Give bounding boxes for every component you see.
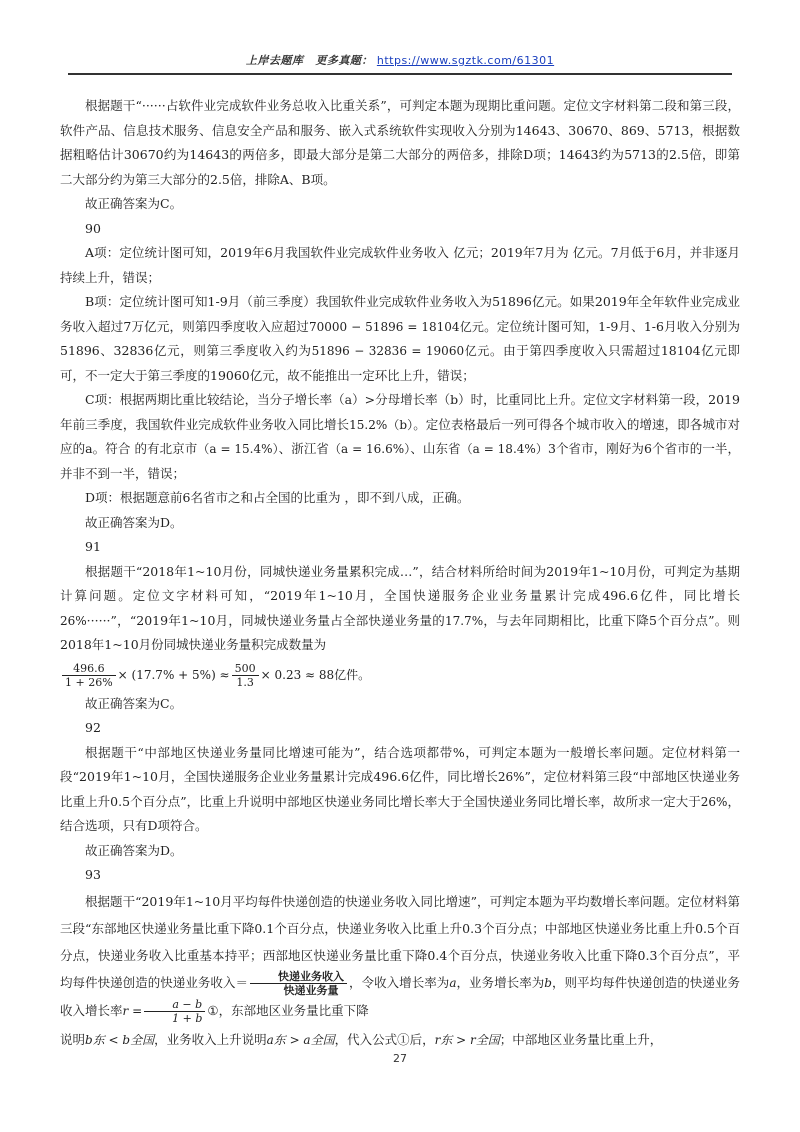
- q90-answer: 故正确答案为D。: [85, 514, 183, 530]
- q93-text4: ，则平均每件快递创造的快递业务收入增长率: [60, 974, 740, 1018]
- q90-option-c: [60, 388, 740, 486]
- q91-text3: ，与去年同期相比，比重下降5个百分点”。则2018年1~10月份同城快递业务量积完成数量为: [60, 612, 740, 652]
- q93-explanation: [60, 888, 740, 1025]
- q93-text7: ，业务收入上升说明: [154, 1031, 267, 1047]
- q91-text2: ······”，“2019年1~10月，同城快递业务量占全部快递业务量的: [86, 612, 445, 628]
- q91-rate: 26%: [60, 613, 87, 628]
- q93-r-equals: r =: [122, 1003, 143, 1018]
- q92-number: 92: [85, 720, 101, 735]
- q89-explanation: 根据题干“······占软件业完成软件业务总收入比重关系”，可判定本题为现期比重问题。定位文字材料第二段和第三段，软件产品、信息技术服务、信息安全产品和服务、嵌入式系统软件实现收入分别为14643、30670、869、5713，根据数据粗略估计30670约为14643的两倍多，即最大部分是第二大部分的两倍多，排除D项；14643约为5713的2.5倍，即第二大部分约为第三大部分的2.5倍，排除A、B项。: [60, 98, 740, 187]
- q90-b-text1: B项：定位统计图可知1-9月（前三季度）我国软件业完成软件业务收入为51896亿元。如果2019年全年软件业完成业务收入超过7万亿元，则第四季度收入应超过: [60, 294, 740, 334]
- q92-explanation: [60, 741, 740, 839]
- q93-text1: 根据题干“2019年1~10月平均每件快递创造的快递业务收入同比增速”，可判定本题为平均数增长率问题。定位材料第三段“东部地区快递业务量比重下降0.1个百分点，快递业务收入比重上升0.3个百分点；中部地区快递业务比重上升0.5个百分点，快递业务收入比重基本持平；西部地区快递业务量比重下降0.4个百分点，快递业务收入比重下降0.3个百分点”，平均每件快递创造的快递业务收入＝: [60, 893, 740, 990]
- q91-number: 91: [85, 539, 101, 554]
- q89-answer: 故正确答案为C。: [85, 196, 183, 211]
- q93-text9: ；中部地区业务量比重上升，: [499, 1031, 663, 1047]
- q93-text3: ，业务增长率为: [456, 974, 545, 990]
- q90-c-rate: 15.2%（b）: [349, 417, 414, 432]
- q93-text2: ，令收入增长率为: [349, 974, 450, 990]
- q90-number: 90: [85, 220, 101, 236]
- q93-text6: 说明: [60, 1031, 86, 1047]
- q93-a-east: a东 > a全国: [266, 1032, 335, 1047]
- q91-fraction-2-den: 1.3: [236, 675, 254, 689]
- q93-var-b: b: [544, 975, 552, 990]
- q90-c-zhejiang-label: 、浙江省: [278, 441, 329, 456]
- q90-option-a: A项：定位统计图可知，2019年6月我国软件业完成软件业务收入 亿元；2019年7月为 亿元。7月低于6月，并非逐月持续上升，错误；: [60, 245, 740, 285]
- header-site-name: 上岸去题库: [245, 54, 304, 67]
- q93-fraction-income-den: 快递业务量: [283, 983, 339, 997]
- q93-r-east: r东 > r全国: [434, 1032, 500, 1047]
- q90-option-b: [60, 290, 740, 388]
- q90-b-text3: 。由于第四季度收入只需超过18104亿元即可，不一定大于第三季度的19060亿元，故不能推出一定环比上升，错误；: [60, 343, 741, 383]
- q90-b-equation1: 70000 − 51896 = 18104亿元: [308, 319, 485, 334]
- page-number: 27: [393, 1052, 407, 1065]
- q93-fraction-income: [250, 970, 347, 997]
- q91-fraction-1-num: 496.6: [62, 662, 116, 676]
- q91-answer: 故正确答案为C。: [85, 695, 183, 711]
- q91-explanation: [60, 560, 740, 658]
- q92-answer: 故正确答案为D。: [85, 842, 183, 858]
- q90-option-d: D项：根据题意前6名省市之和占全国的比重为 ，即不到八成，正确。: [85, 490, 470, 505]
- q93-text5: ①，东部地区业务量比重下降: [207, 1002, 369, 1018]
- q91-fraction-2-num: 500: [232, 662, 259, 676]
- q90-c-text1: C项：根据两期比重比较结论，当分子增长率（a）>分母增长率（b）时，比重同比上升。定位文字材料第一段，2019年前三季度，我国软件业完成软件业务收入同比增长: [60, 392, 740, 432]
- q92-text2: ”，定位材料第三段“中部地区快递业务比重上升0.5个百分点”，比重上升说明中部地区快递业务同比增长率大于全国快递业务同比增长率，故所求一定大于: [60, 769, 740, 809]
- q90-c-beijing: （a = 15.4%）: [197, 442, 279, 456]
- q92-rate-2: 26%: [700, 794, 728, 809]
- q93-b-east: b东 < b全国: [85, 1032, 155, 1047]
- header-divider: [68, 73, 732, 75]
- q91-fraction-2: [232, 662, 259, 689]
- header-link[interactable]: https://www.sgztk.com/61301: [376, 54, 555, 67]
- q92-rate: 26%: [497, 770, 525, 784]
- q90-c-text2: 。定位表格最后一列可得各个城市收入的增速，即各城市对应的a。符合 的有北京市: [60, 416, 740, 456]
- q90-c-shandong: （a = 18.4%）: [460, 442, 548, 456]
- q91-formula-end: × 0.23 ≈ 88亿件。: [260, 667, 371, 682]
- q92-text3: ，结合选项，只有D项符合。: [60, 793, 740, 833]
- q91-formula: [60, 658, 740, 692]
- q93-text8: ，代入公式①后，: [334, 1031, 435, 1047]
- q93-number: 93: [85, 867, 101, 882]
- header-label: 更多真题：: [315, 54, 373, 67]
- page-header: [68, 52, 732, 74]
- q91-formula-middle: × (17.7% + 5%) ≈: [117, 667, 230, 682]
- q90-c-shandong-label: 、山东省: [410, 441, 461, 456]
- q90-b-equation2: 51896 − 32836 = 19060亿元: [311, 344, 491, 358]
- q93-fraction-income-num: 快递业务收入: [250, 970, 347, 984]
- q92-text1: 根据题干“中部地区快递业务量同比增速可能为”，结合选项都带%，可判定本题为一般增长率问题。定位材料第一段“2019年1~10月，全国快递服务企业业务量累计完成496.6亿件，同比增长: [60, 744, 740, 784]
- document-body: [60, 94, 740, 1055]
- q90-b-text2: 。定位统计图可知，1-9月、1-6月收入分别为51896、32836亿元，则第三季度收入约为: [60, 318, 741, 358]
- q93-continuation: [60, 1025, 740, 1055]
- q91-fraction-1: [62, 662, 116, 689]
- q93-var-a: a: [449, 975, 457, 990]
- q91-share: 17.7%: [444, 613, 484, 628]
- q91-fraction-1-den: 1 + 26%: [65, 675, 113, 689]
- q90-c-text3: 3个省市，刚好为6个省市的一半，并非不到一半，错误；: [60, 441, 740, 481]
- q93-fraction-r: [144, 998, 205, 1025]
- q93-fraction-r-num: a − b: [144, 998, 205, 1012]
- q91-text1: 根据题干“2018年1~10月份，同城快递业务量累积完成…”，结合材料所给时间为2019年1~10月份，可判定为基期计算问题。定位文字材料可知，“2019年1~10月，全国快递服务企业业务量累计完成496.6亿件，同比增长: [60, 563, 740, 603]
- q93-fraction-r-den: 1 + b: [172, 1011, 203, 1025]
- q90-c-zhejiang: （a = 16.6%）: [328, 442, 411, 456]
